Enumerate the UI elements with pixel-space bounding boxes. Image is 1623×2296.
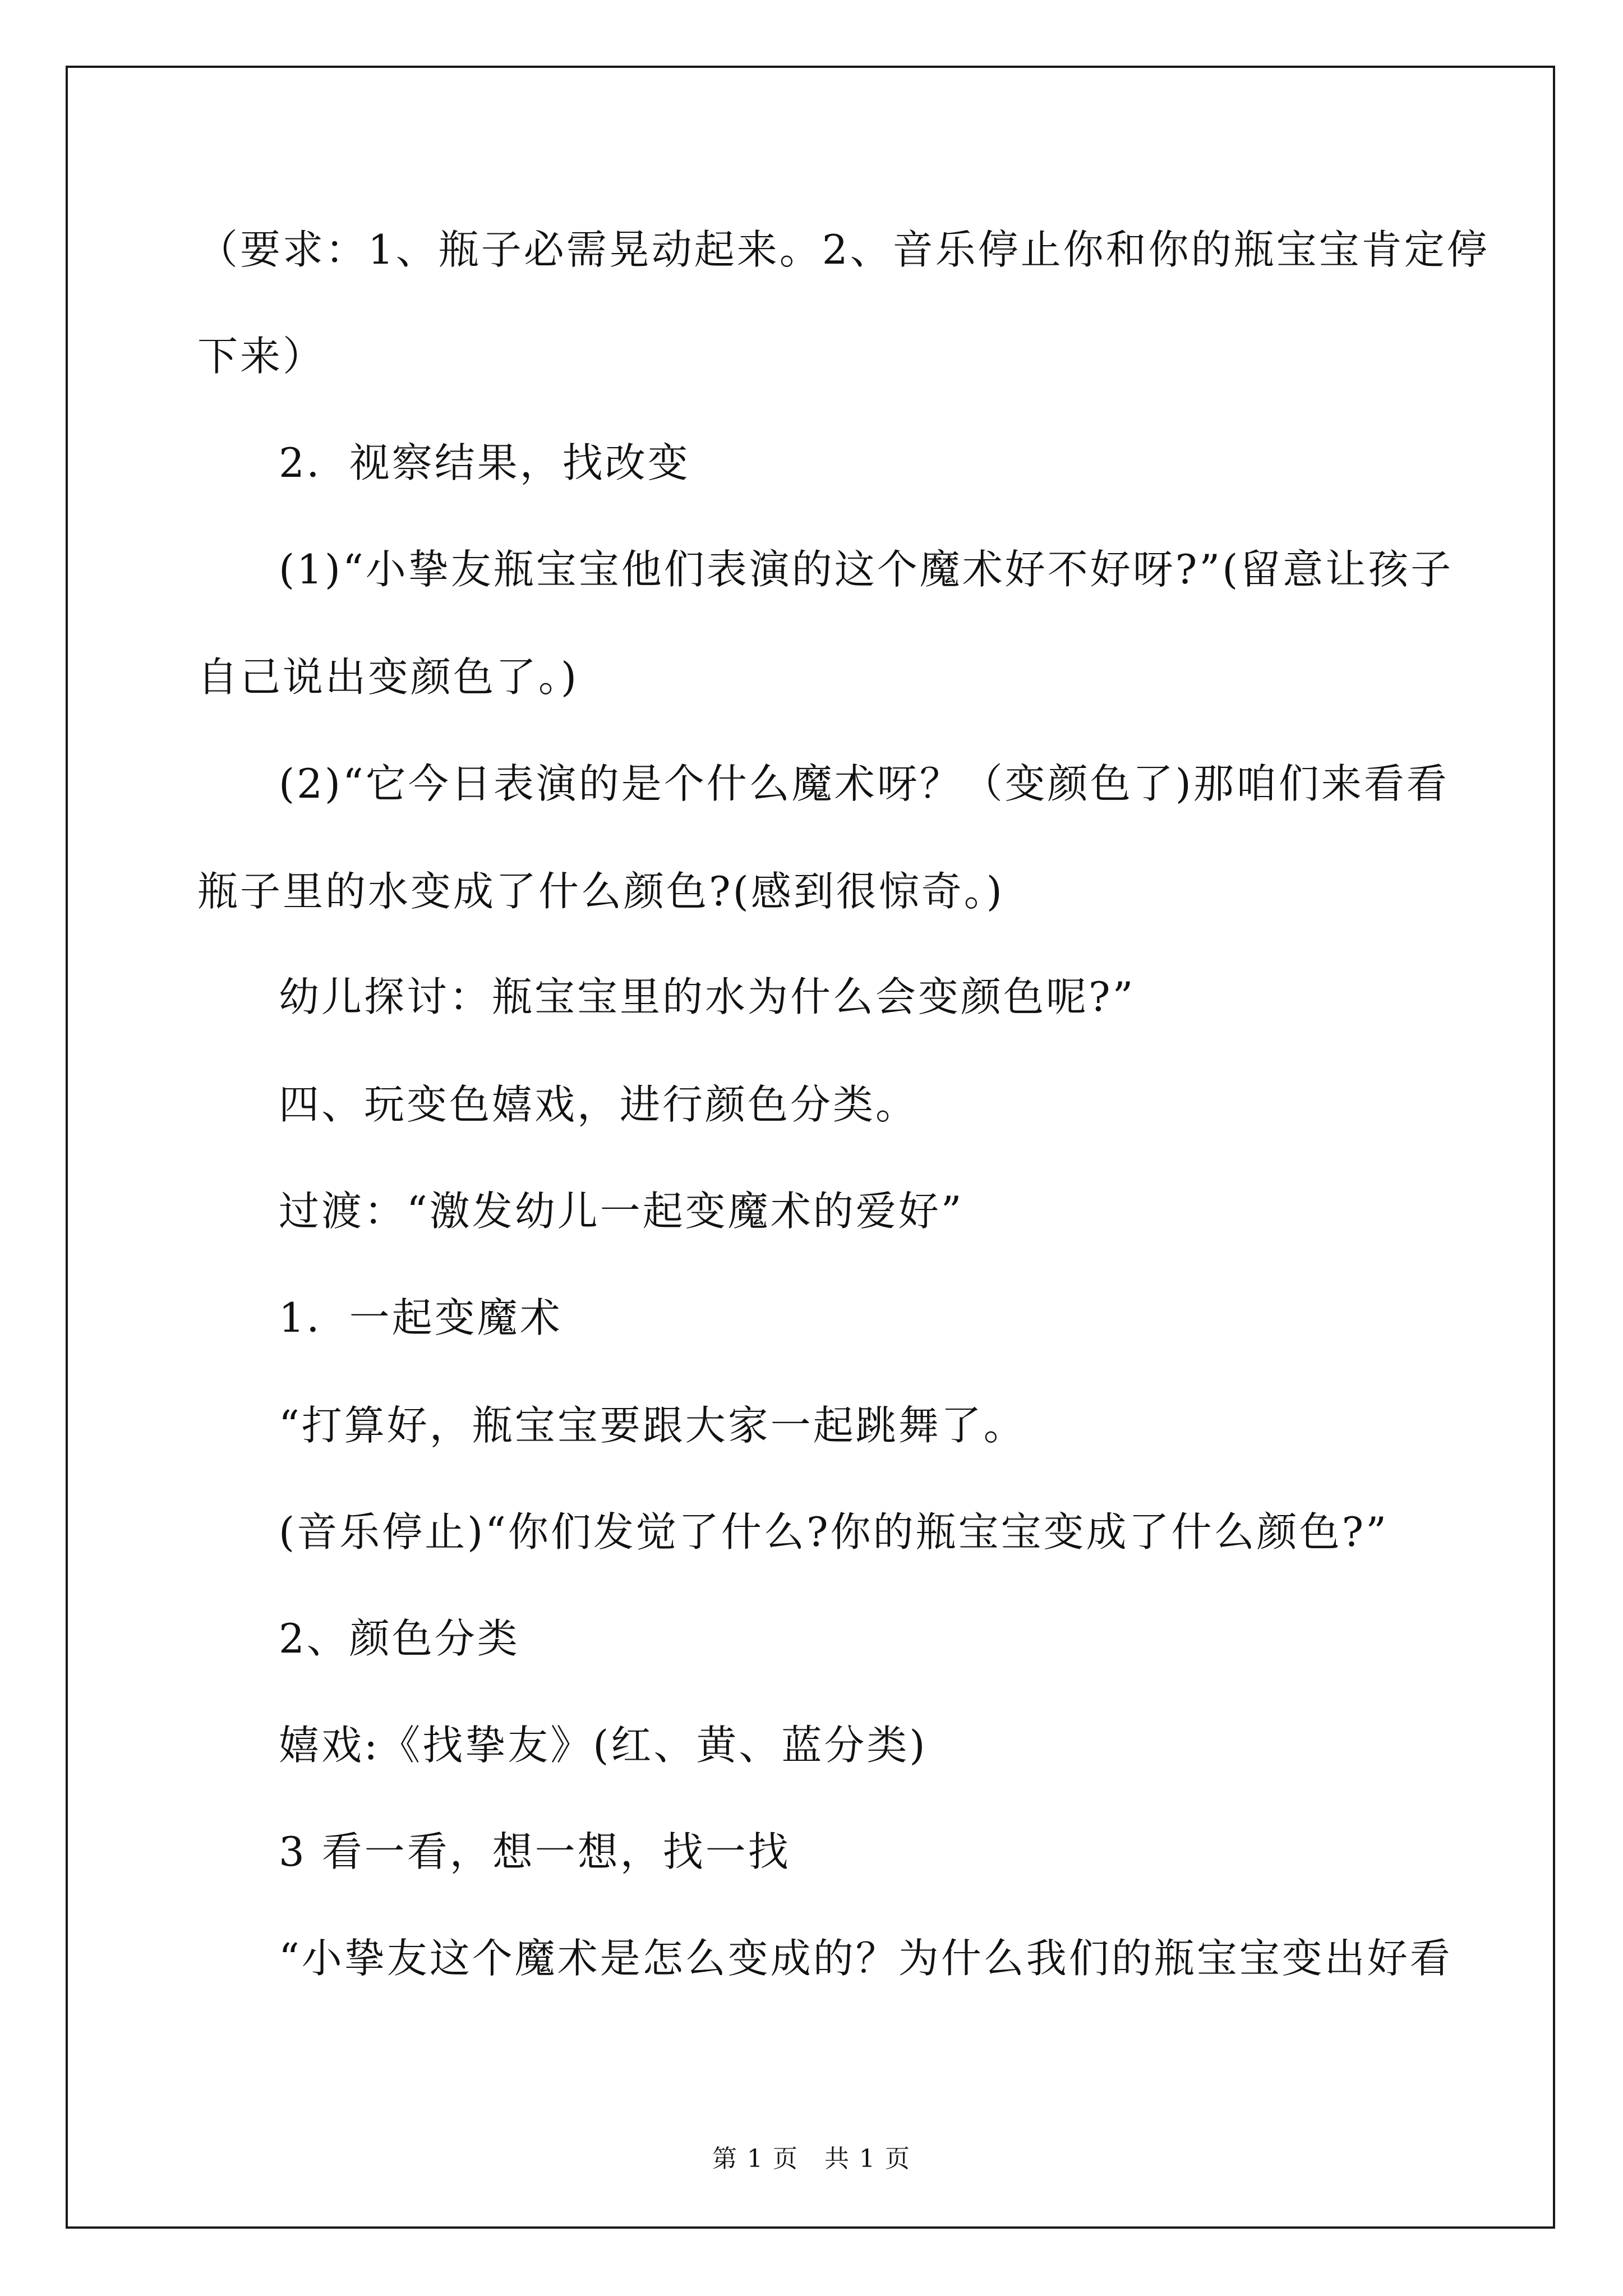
- text-line: 四、玩变色嬉戏，进行颜色分类。: [279, 1081, 919, 1128]
- text-line: 自己说出变颜色了。): [197, 654, 579, 701]
- page-frame: [66, 66, 1555, 2229]
- text-line: (2)“它今日表演的是个什么魔术呀？（变颜色了)那咱们来看看: [279, 760, 1449, 807]
- text-line: (音乐停止)“你们发觉了什么?你的瓶宝宝变成了什么颜色?”: [279, 1508, 1389, 1556]
- text-line: 过渡：“激发幼儿一起变魔术的爱好”: [279, 1188, 964, 1235]
- page-number-footer: 第 1 页 共 1 页: [712, 2145, 911, 2173]
- text-line: 幼儿探讨：瓶宝宝里的水为什么会变颜色呢?”: [279, 973, 1136, 1020]
- text-line: 2．视察结果，找改变: [279, 439, 690, 486]
- text-line: 瓶子里的水变成了什么颜色?(感到很惊奇。): [197, 868, 1004, 915]
- text-line: (1)“小挚友瓶宝宝他们表演的这个魔术好不好呀?”(留意让孩子: [279, 546, 1454, 593]
- text-line: 嬉戏:《找挚友》(红、黄、蓝分类): [279, 1722, 928, 1769]
- text-line: “打算好，瓶宝宝要跟大家一起跳舞了。: [279, 1402, 1026, 1449]
- text-line: 下来）: [197, 333, 326, 380]
- text-line: 1．一起变魔术: [279, 1294, 562, 1341]
- text-line: 2、颜色分类: [279, 1615, 520, 1662]
- text-line: 3 看一看，想一想，找一找: [279, 1828, 791, 1875]
- text-line: “小挚友这个魔术是怎么变成的？为什么我们的瓶宝宝变出好看: [279, 1935, 1453, 1982]
- text-line: （要求：1、瓶子必需晃动起来。2、音乐停止你和你的瓶宝宝肯定停: [197, 226, 1490, 273]
